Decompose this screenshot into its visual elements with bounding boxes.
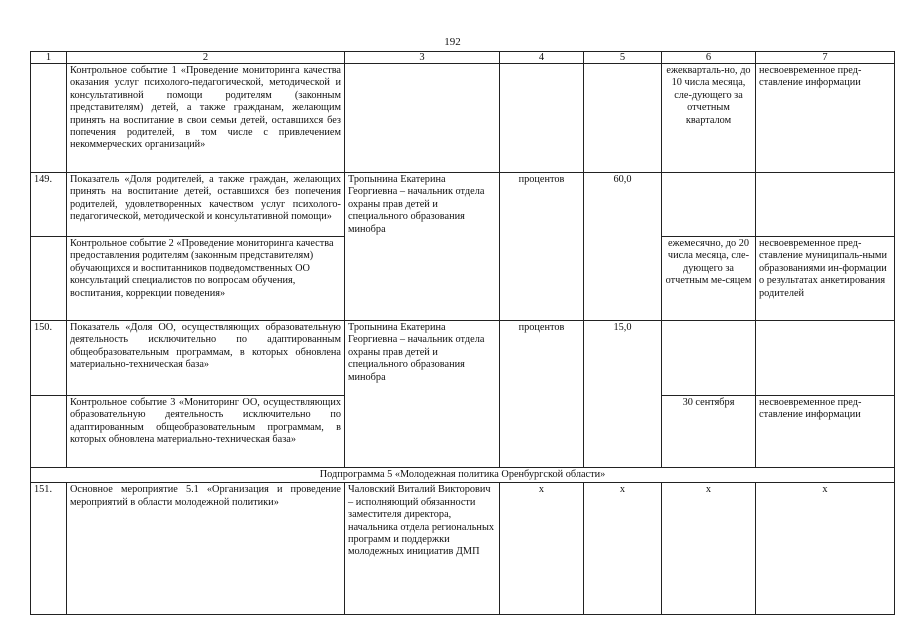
indicator-149-text: Показатель «Доля родителей, а также граждан, желающих принять на воспитание детей, оставшихся без попечения родителей, удовлетворенных качеством услуг психолого-педагогической, методической и консультативной помощи» <box>67 173 345 237</box>
column-number-row <box>31 52 895 64</box>
indicator-149-unit: процентов <box>500 173 584 321</box>
control-event-1-deadline: ежекварталь-но, до 10 числа месяца, сле-дующего за отчетным кварталом <box>662 64 756 173</box>
value-cell <box>584 64 662 173</box>
table-row <box>31 483 895 615</box>
col-header-6: 6 <box>662 52 756 64</box>
deadline-cell <box>662 173 756 237</box>
col-header-7: 7 <box>756 52 895 64</box>
indicator-149-value: 60,0 <box>584 173 662 321</box>
risk-cell <box>756 321 895 396</box>
activity-151-col6: х <box>662 483 756 615</box>
control-event-2-deadline: ежемесячно, до 20 числа месяца, сле-дующего за отчетным ме-сяцем <box>662 237 756 321</box>
col-header-1: 1 <box>31 52 67 64</box>
indicator-150-text: Показатель «Доля ОО, осуществляющих образовательную деятельность исключительно по адаптированным общеобразовательным программам, в которых обновлена материально-техническая база» <box>67 321 345 396</box>
table-row <box>31 173 895 237</box>
control-event-3-text: Контрольное событие 3 «Мониторинг ОО, осуществляющих образовательную деятельность исключительно по адаптированным общеобразовательным программам, в которых обновлена материально-техническая база» <box>67 396 345 468</box>
control-event-3-deadline: 30 сентября <box>662 396 756 468</box>
control-event-1-risk: несвоевременное пред-ставление информации <box>756 64 895 173</box>
table-row <box>31 468 895 483</box>
activity-151-text: Основное мероприятие 5.1 «Организация и проведение мероприятий в области молодежной политики» <box>67 483 345 615</box>
unit-cell <box>500 64 584 173</box>
control-event-1-text: Контрольное событие 1 «Проведение мониторинга качества оказания услуг психолого-педагогической, методической и консультативной помощи родителям (законным представителям) детей, а также гражданам, желающим принять на воспитание в свои семьи детей, оставшихся без попечения родителей, в том числе с привлечением некоммерческих организаций» <box>67 64 345 173</box>
subprogram-title: Подпрограмма 5 «Молодежная политика Оренбургской области» <box>31 468 895 483</box>
control-event-2-text: Контрольное событие 2 «Проведение мониторинга качества предоставления родителям (законным представителям) обучающихся и воспитанников подведомственных ОО консультаций специалистов по вопросам обучения, воспитания, коррекции поведения» <box>67 237 345 321</box>
col-header-5: 5 <box>584 52 662 64</box>
page-number: 192 <box>444 36 461 48</box>
monitoring-table <box>30 51 895 615</box>
row-number <box>31 237 67 321</box>
indicator-149-responsible: Тропынина Екатерина Георгиевна – начальник отдела охраны прав детей и специального образования минобра <box>345 173 500 321</box>
indicator-150-unit: процентов <box>500 321 584 468</box>
control-event-2-risk: несвоевременное пред-ставление муниципаль-ными образованиями ин-формации о результатах анкетирования родителей <box>756 237 895 321</box>
activity-151-col4: х <box>500 483 584 615</box>
row-number <box>31 396 67 468</box>
indicator-150-value: 15,0 <box>584 321 662 468</box>
col-header-4: 4 <box>500 52 584 64</box>
row-number-150: 150. <box>31 321 67 396</box>
risk-cell <box>756 173 895 237</box>
indicator-150-responsible: Тропынина Екатерина Георгиевна – начальник отдела охраны прав детей и специального образования минобра <box>345 321 500 468</box>
control-event-3-risk: несвоевременное пред-ставление информации <box>756 396 895 468</box>
activity-151-responsible: Чаловский Виталий Викторович – исполняющий обязанности заместителя директора, начальника отдела региональных программ и поддержки молодежных инициатив ДМП <box>345 483 500 615</box>
table-row <box>31 64 895 173</box>
col-header-3: 3 <box>345 52 500 64</box>
row-number-149: 149. <box>31 173 67 237</box>
row-number <box>31 64 67 173</box>
deadline-cell <box>662 321 756 396</box>
responsible-cell <box>345 64 500 173</box>
col-header-2: 2 <box>67 52 345 64</box>
table-row <box>31 321 895 396</box>
row-number-151: 151. <box>31 483 67 615</box>
activity-151-col7: х <box>756 483 895 615</box>
activity-151-col5: х <box>584 483 662 615</box>
